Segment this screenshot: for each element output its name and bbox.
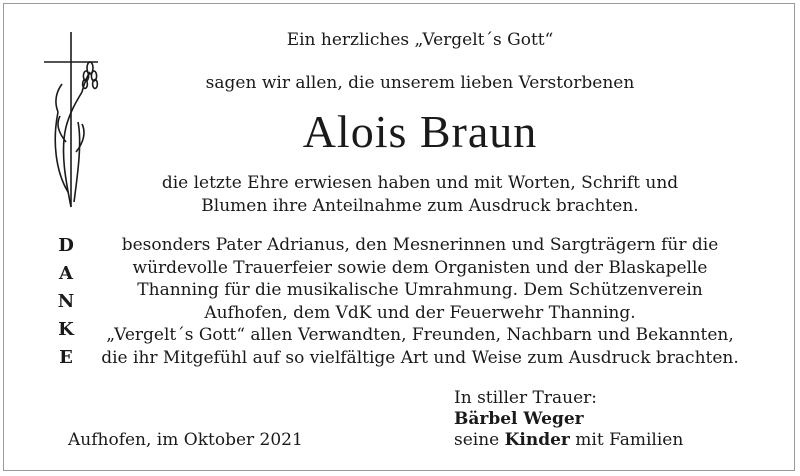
- signature-name: Bärbel Weger: [454, 409, 584, 429]
- text-line: würdevolle Trauerfeier sowie dem Organisten und der Blaskapelle: [132, 257, 708, 278]
- paragraph-special-thanks: [90, 234, 750, 369]
- signature-line: In stiller Trauer:: [454, 388, 597, 408]
- danke-letter: D: [58, 235, 74, 256]
- danke-letter: A: [59, 263, 73, 284]
- paragraph-thanks: [90, 172, 750, 218]
- text-line: die ihr Mitgefühl auf so vielfältige Art und Weise zum Ausdruck brachten.: [101, 347, 739, 368]
- text-line: Aufhofen, dem VdK und der Feuerwehr Thanning.: [204, 302, 636, 323]
- danke-letter: K: [58, 319, 74, 340]
- danke-vertical: [54, 232, 78, 372]
- text-line: Thanning für die musikalische Umrahmung. Dem Schützenverein: [137, 280, 703, 300]
- text-line: „Vergelt´s Gott“ allen Verwandten, Freunden, Nachbarn und Bekannten,: [106, 325, 734, 345]
- headline: Ein herzliches „Vergelt´s Gott“: [286, 30, 554, 50]
- text-line: die letzte Ehre erwiesen haben und mit Worten, Schrift und: [161, 173, 679, 193]
- intro-line: sagen wir allen, die unserem lieben Verstorbenen: [205, 73, 635, 93]
- danke-letter: N: [57, 291, 75, 312]
- signature-block: [454, 388, 683, 451]
- place-date: Aufhofen, im Oktober 2021: [68, 430, 303, 450]
- danke-letter: E: [59, 347, 73, 368]
- signature-family: seine Kinder mit Familien: [454, 430, 684, 450]
- text-line: Blumen ihre Anteilnahme zum Ausdruck brachten.: [201, 196, 639, 216]
- deceased-name: Alois Braun: [302, 106, 538, 157]
- text-line: besonders Pater Adrianus, den Mesnerinnen und Sargträgern für die: [121, 235, 719, 255]
